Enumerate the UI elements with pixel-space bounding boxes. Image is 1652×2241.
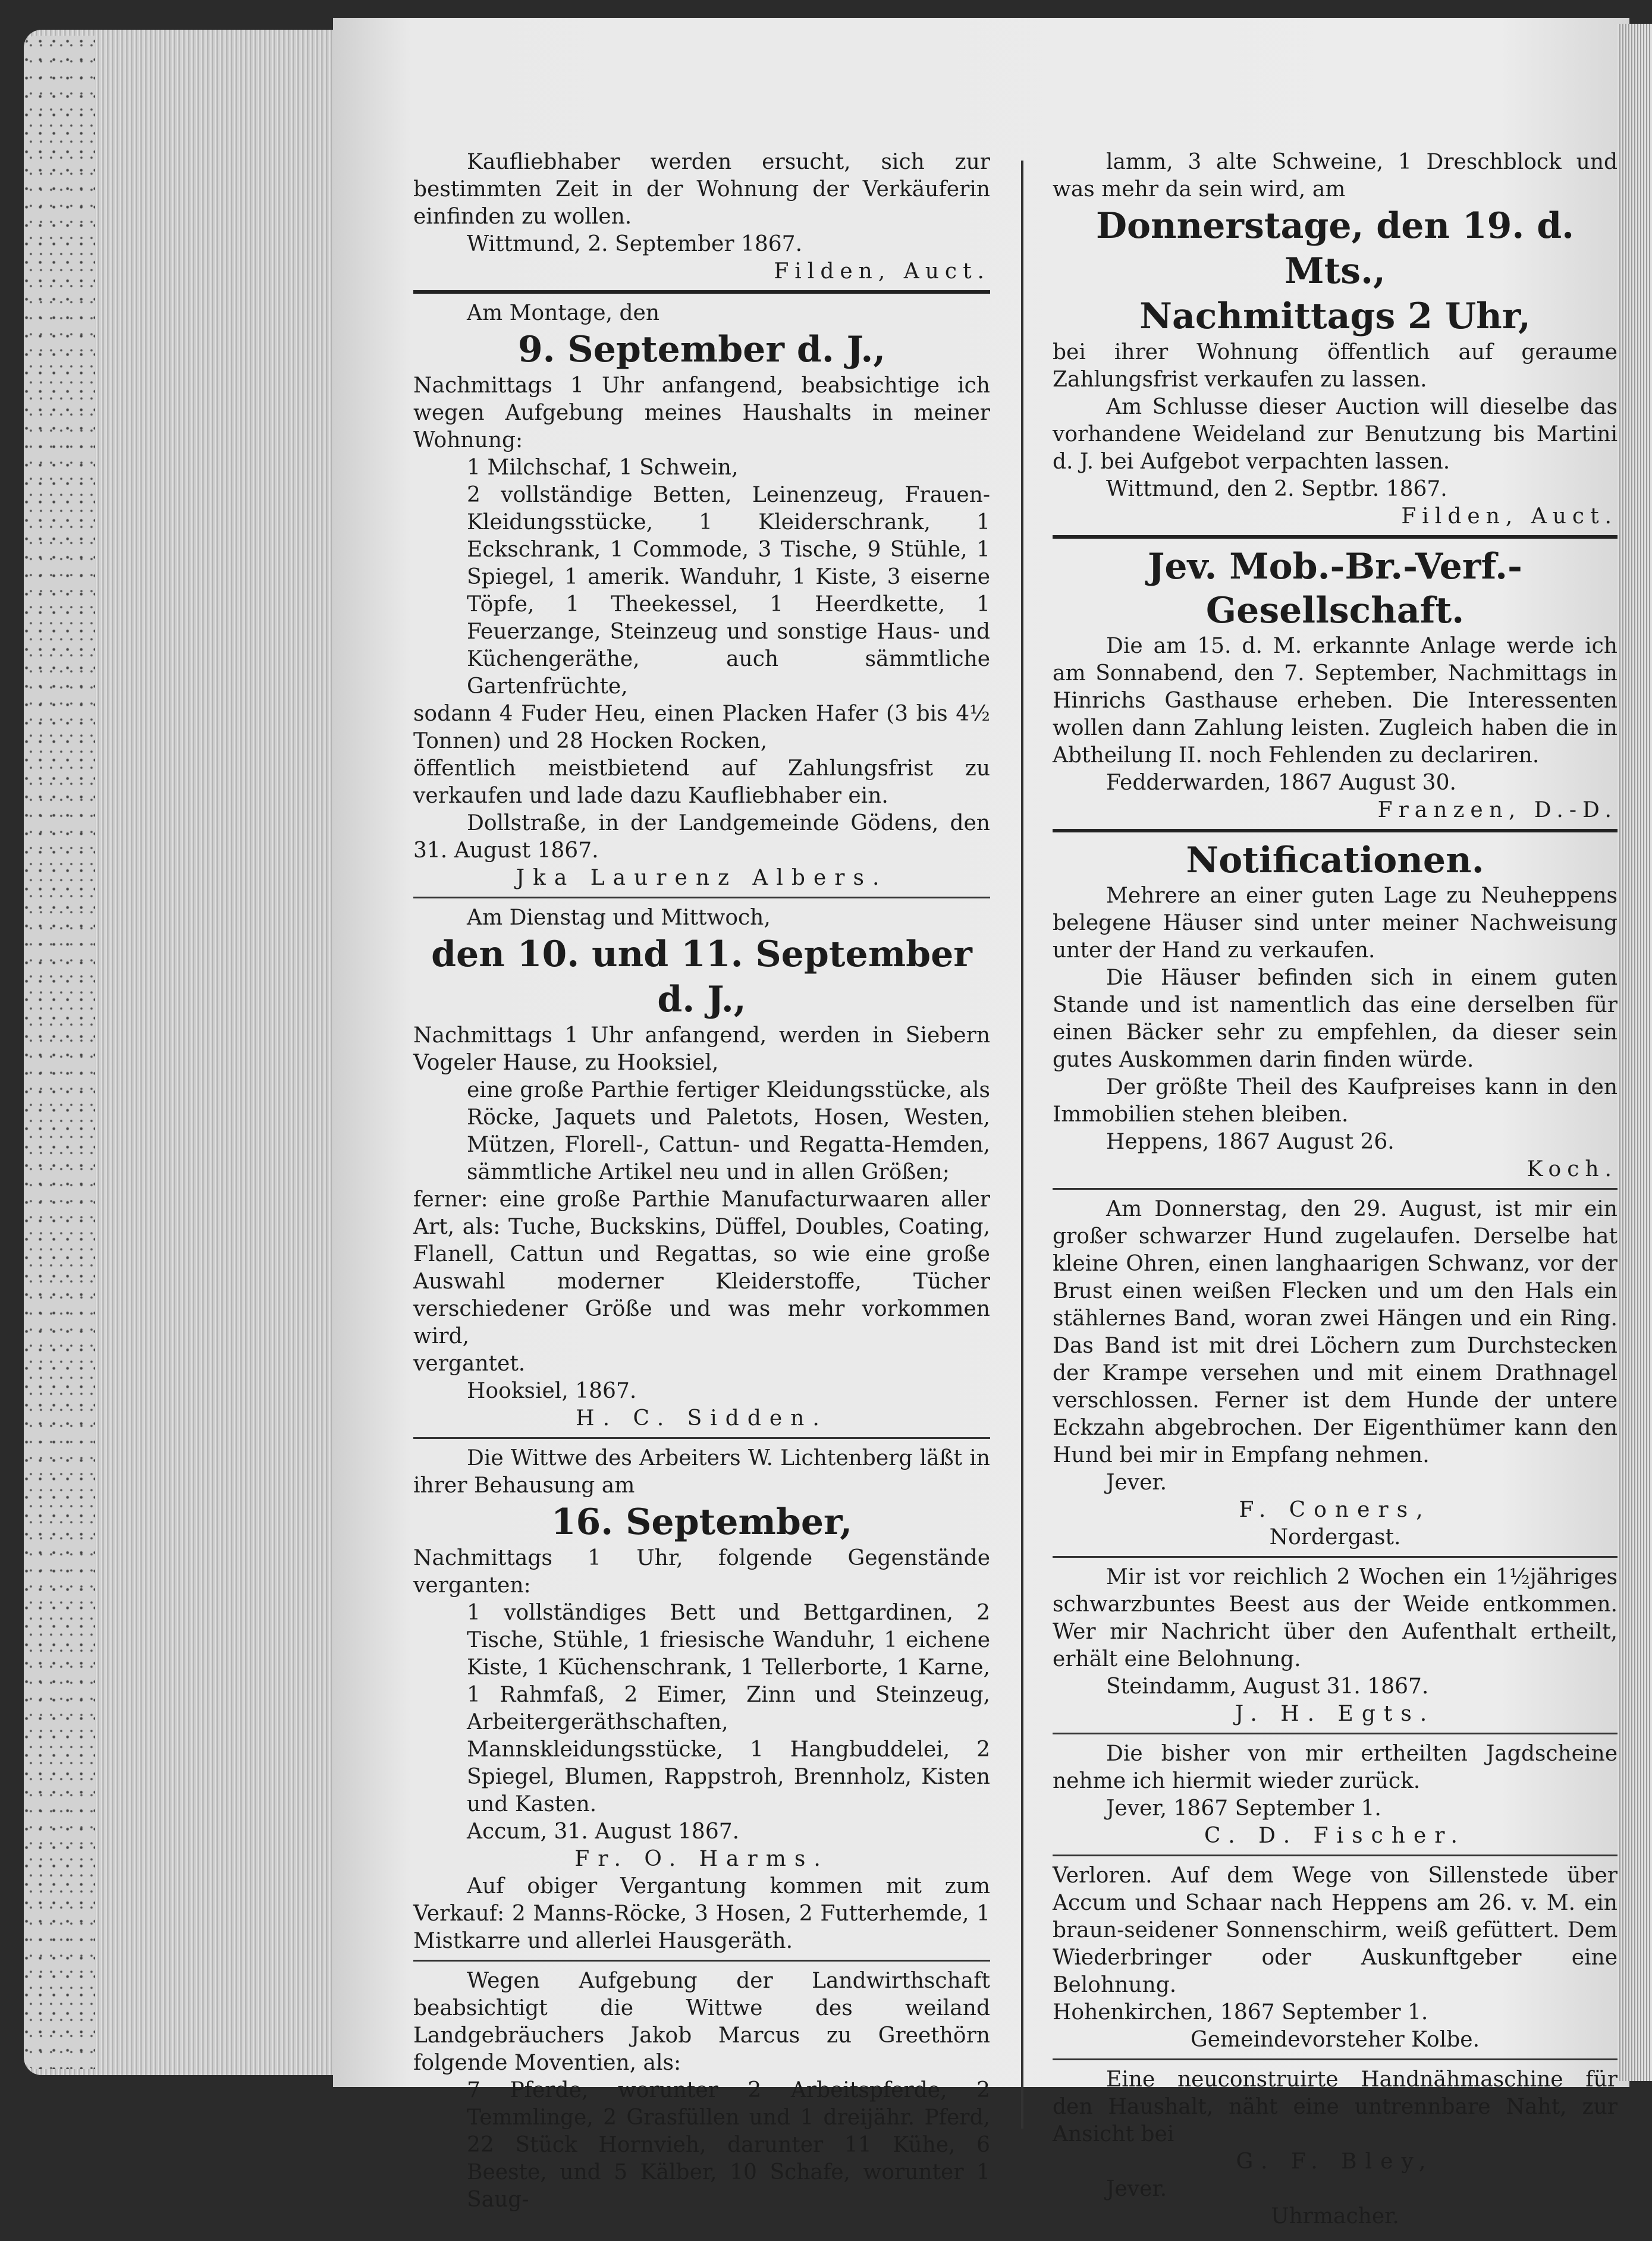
ad-text: Kaufliebhaber werden ersucht, sich zur bestimmten Zeit in der Wohnung der Verkäuferin einfinden zu wollen. <box>413 150 990 229</box>
ad-text: Mehrere an einer guten Lage zu Neuheppens belegene Häuser sind unter meiner Nachweisung unter der Hand zu verkaufen. <box>1053 884 1618 963</box>
ad-place: Wittmund, den 2. Septbr. 1867. <box>1106 477 1447 501</box>
ad-text: Die Häuser befinden sich in einem guten Stande und ist namentlich das eine derselben für einen Bäcker sehr zu empfehlen, da dieser sein gutes Auskommen darin finden würde. <box>1053 966 1618 1072</box>
ad-text: öffentlich meistbietend auf Zahlungsfrist zu verkaufen und lade dazu Kaufliebhaber ein. <box>413 756 990 808</box>
ad-harms-vergantung <box>413 1445 990 1962</box>
ad-place: Accum, 31. August 1867. <box>467 1819 740 1844</box>
ad-note: Auf obiger Vergantung kommen mit zum Verkauf: 2 Manns-Röcke, 3 Hosen, 2 Futterhemde, 1 Mistkarre und allerlei Hausgeräth. <box>413 1874 990 1953</box>
ad-found-dog <box>1053 1196 1618 1558</box>
ad-notificationen <box>1053 838 1618 1190</box>
ad-item: eine große Parthie fertiger Kleidungsstücke, als Röcke, Jaquets und Paletots, Hosen, Westen, Mützen, Florell-, Cattun- und Regatta-Hemden, sämmtliche Artikel neu und in allen Größen; <box>467 1078 990 1184</box>
ad-text: lamm, 3 alte Schweine, 1 Dreschblock und was mehr da sein wird, am <box>1053 150 1618 202</box>
ad-text: Nachmittags 1 Uhr, folgende Gegenstände verganten: <box>413 1546 990 1598</box>
ad-text: Am Donnerstag, den 29. August, ist mir ein großer schwarzer Hund zugelaufen. Derselbe hat kleine Ohren, einen langhaarigen Schwanz, vor der Brust einen weißen Flecken und um den Hals ein stählernes Band, woran zwei Hängen und ein Ring. Das Band ist mit drei Löchern zum Durchstecken der Krampe versehen und mit einem Drathnagel verschlossen. Ferner ist dem Hunde der untere Eckzahn abgebrochen. Der Eigenthümer kann den Hund bei mir in Empfang nehmen. <box>1053 1197 1618 1467</box>
right-column <box>1053 149 1618 2241</box>
ad-item: 7 Pferde, worunter 2 Arbeitspferde, 2 Temmlinge, 2 Grasfüllen und 1 dreijähr. Pferd, 22 Stück Hornvieh, darunter 11 Kühe, 6 Beeste, und 5 Kälber, 10 Schafe, worunter 1 Saug- <box>467 2078 990 2212</box>
ad-signature: C. D. Fischer. <box>1204 1824 1466 1848</box>
ad-sewing-machine <box>1053 2066 1618 2235</box>
ad-signature: Filden, Auct. <box>774 259 990 284</box>
left-column <box>413 149 990 2224</box>
ad-place: Jever. <box>1106 2177 1167 2201</box>
ad-intro: Am Montage, den <box>467 301 659 325</box>
ad-place: Heppens, 1867 August 26. <box>1106 1130 1395 1154</box>
ad-marcus-moventien <box>413 1967 990 2218</box>
ad-text: Die Wittwe des Arbeiters W. Lichtenberg läßt in ihrer Behausung am <box>413 1446 990 1498</box>
ad-place: Jever. <box>1106 1470 1167 1495</box>
ad-text: Am Schlusse dieser Auction will dieselbe das vorhandene Weideland zur Benutzung bis Martini d. J. bei Aufgebot verpachten lassen. <box>1053 395 1618 474</box>
ad-filden-donnerstag <box>1053 149 1618 539</box>
section-heading: Notificationen. <box>1186 840 1484 881</box>
ad-intro: Am Dienstag und Mittwoch, <box>467 906 771 930</box>
ad-filden-wittmund <box>413 149 990 294</box>
ad-signature: Gemeindevorsteher Kolbe. <box>1190 2028 1480 2052</box>
ad-place: Jever, 1867 September 1. <box>1106 1796 1381 1821</box>
ad-text: Mir ist vor reichlich 2 Wochen ein 1½jähriges schwarzbuntes Beest aus der Weide entkommen. Wer mir Nachricht über den Aufenthalt ertheilt, erhält eine Belohnung. <box>1053 1565 1618 1671</box>
ad-text: Die bisher von mir ertheilten Jagdscheine nehme ich hiermit wieder zurück. <box>1053 1742 1618 1793</box>
ad-text: Der größte Theil des Kaufpreises kann in den Immobilien stehen bleiben. <box>1053 1075 1618 1127</box>
ad-lost-cattle <box>1053 1564 1618 1734</box>
ad-text: ferner: eine große Parthie Manufacturwaaren aller Art, als: Tuche, Buckskins, Düffel, Doubles, Coating, Flanell, Cattun und Regattas, so wie eine große Auswahl moderner Kleiderstoffe, Tücher verschiedener Größe und was mehr vorkommen wird, <box>413 1187 990 1349</box>
ad-date: den 10. und 11. September d. J., <box>431 934 972 1020</box>
ad-date: 9. September d. J., <box>517 329 886 370</box>
ad-text: Eine neuconstruirte Handnähmaschine für den Haushalt, näht eine untrennbare Naht, zur Ansicht bei <box>1053 2067 1618 2146</box>
ad-text: Nachmittags 1 Uhr anfangend, werden in Siebern Vogeler Hause, zu Hooksiel, <box>413 1023 990 1075</box>
ad-text: sodann 4 Fuder Heu, einen Placken Hafer (3 bis 4½ Tonnen) und 28 Hocken Rocken, <box>413 702 990 753</box>
ad-place: Dollstraße, in der Landgemeinde Gödens, den 31. August 1867. <box>413 811 990 863</box>
ad-signature: Filden, Auct. <box>1401 504 1618 529</box>
ad-place: Wittmund, 2. September 1867. <box>467 232 803 256</box>
ad-text: Die am 15. d. M. erkannte Anlage werde ich am Sonnabend, den 7. September, Nachmittags in Hinrichs Gasthause erheben. Die Interessenten wollen dann Zahlung leisten. Zugleich haben die in Abtheilung II. noch Fehlenden zu declariren. <box>1053 634 1618 768</box>
ad-text: bei ihrer Wohnung öffentlich auf geraume Zahlungsfrist verkaufen zu lassen. <box>1053 340 1618 392</box>
ad-signature: G. F. Bley, <box>1236 2149 1434 2174</box>
ad-signature: Koch. <box>1527 1157 1618 1181</box>
ad-heading: Jev. Mob.-Br.-Verf.-Gesellschaft. <box>1148 546 1522 631</box>
book-cover-edge <box>24 36 95 2069</box>
ad-place: Hooksiel, 1867. <box>467 1379 637 1403</box>
ad-date: 16. September, <box>551 1501 853 1543</box>
ad-sidden-clothing <box>413 904 990 1439</box>
ad-place: Steindamm, August 31. 1867. <box>1106 1674 1429 1699</box>
ad-text: Nachmittags 1 Uhr anfangend, beabsichtige ich wegen Aufgebung meines Haushalts in meiner Wohnung: <box>413 373 990 452</box>
ad-text: Verloren. Auf dem Wege von Sillenstede über Accum und Schaar nach Heppens am 26. v. M. ein braun-seidener Sonnenschirm, weiß gefüttert. Dem Wiederbringer oder Auskunftgeber eine Belohnung. <box>1053 1863 1618 1997</box>
ad-signature: J. H. Egts. <box>1235 1702 1436 1726</box>
ad-signature: Fr. O. Harms. <box>574 1847 829 1871</box>
ad-item: 2 vollständige Betten, Leinenzeug, Frauen-Kleidungsstücke, 1 Kleiderschrank, 1 Eckschrank, 1 Commode, 3 Tische, 9 Stühle, 1 Spiegel, 1 amerik. Wanduhr, 1 Kiste, 3 eiserne Töpfe, 1 Theekessel, 1 Heerdkette, 1 Feuerzange, Steinzeug und sonstige Haus- und Küchengeräthe, auch sämmtliche Gartenfrüchte, <box>467 483 990 699</box>
ad-item: 1 Milchschaf, 1 Schwein, <box>467 455 739 480</box>
ad-lost-umbrella <box>1053 1862 1618 2060</box>
ad-place: Hohenkirchen, 1867 September 1. <box>1053 2000 1428 2025</box>
page-right-edge <box>1618 24 1652 2081</box>
ad-place: Fedderwarden, 1867 August 30. <box>1106 771 1456 795</box>
ad-item: 1 vollständiges Bett und Bettgardinen, 2 Tische, Stühle, 1 friesische Wanduhr, 1 eichene Kiste, 1 Küchenschrank, 1 Tellerborte, 1 Karne, 1 Rahmfaß, 2 Eimer, Zinn und Steinzeug, Arbeitergeräthschaften, Mannskleidungsstücke, 1 Hangbuddelei, 2 Spiegel, Blumen, Rappstroh, Brennholz, Kisten und Kasten. <box>467 1601 990 1816</box>
ad-jagdscheine <box>1053 1740 1618 1856</box>
ad-brandversicherung <box>1053 545 1618 832</box>
ad-signature: F. Coners, <box>1239 1498 1431 1522</box>
ad-text: Wegen Aufgebung der Landwirthschaft beabsichtigt die Wittwe des weiland Landgebräuchers Jakob Marcus zu Greethörn folgende Moventien, als: <box>413 1969 990 2075</box>
ad-signature: Franzen, D.-D. <box>1377 798 1618 822</box>
ad-signature: Jka Laurenz Albers. <box>516 866 888 890</box>
ad-text: vergantet. <box>413 1351 526 1376</box>
ad-albers-auction <box>413 300 990 898</box>
ad-signature: H. C. Sidden. <box>576 1406 828 1431</box>
column-divider <box>1021 161 1023 2129</box>
ad-time: Nachmittags 2 Uhr, <box>1139 296 1531 337</box>
ad-date: Donnerstage, den 19. d. Mts., <box>1095 205 1575 292</box>
ad-signature-place: Nordergast. <box>1269 1525 1401 1549</box>
ad-signature-title: Uhrmacher. <box>1271 2204 1399 2229</box>
